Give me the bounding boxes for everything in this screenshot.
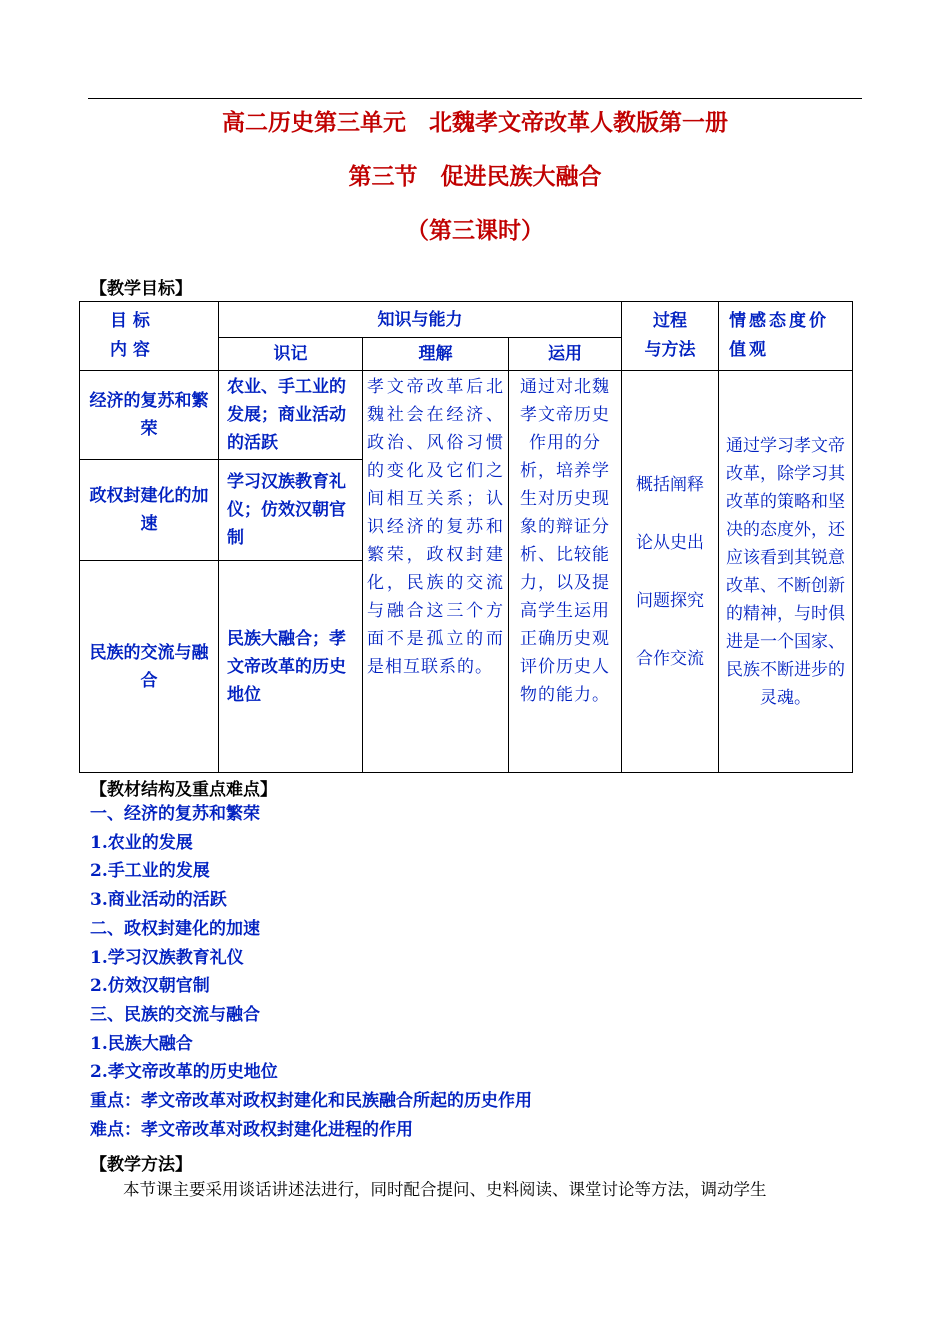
structure-heading: 【教材结构及重点难点】: [90, 780, 277, 800]
row-target-politics: 政权封建化的加速: [80, 460, 219, 561]
header-understand: 理解: [363, 338, 509, 371]
process-item: 问题探究: [636, 590, 705, 611]
list-item: 1.学习汉族教育礼仪: [90, 947, 244, 968]
list-item: 1.民族大融合: [90, 1033, 193, 1054]
header-attitude: 情感态度价值观: [719, 302, 853, 371]
list-item: 2.手工业的发展: [90, 861, 210, 882]
row-identify-politics: 学习汉族教育礼仪；仿效汉朝官制: [219, 460, 363, 561]
row-target-ethnic: 民族的交流与融合: [80, 561, 219, 773]
list-item: 一、经济的复苏和繁荣: [90, 804, 260, 824]
difficult-point: 难点：孝文帝改革对政权封建化进程的作用: [90, 1119, 413, 1140]
apply-cell: 通过对北魏孝文帝历史作用的分析，培养学生对历史现象的辩证分析、比较能力，以及提高学生运用正确历史观评价历史人物的能力。: [509, 371, 622, 773]
understand-cell: 孝文帝改革后北魏社会在经济、政治、风俗习惯的变化及它们之间相互关系；认识经济的复苏和繁荣，政权封建化，民族的交流与融合这三个方面不是孤立的而是相互联系的。: [363, 371, 509, 773]
method-heading: 【教学方法】: [90, 1155, 192, 1175]
header-apply: 运用: [509, 338, 622, 371]
section-title: 第三节 促进民族大融合: [348, 163, 602, 190]
row-target-economy: 经济的复苏和繁荣: [80, 371, 219, 460]
list-item: 1.农业的发展: [90, 832, 193, 853]
document-title: 高二历史第三单元 北魏孝文帝改革人教版第一册: [222, 109, 728, 136]
row-identify-economy: 农业、手工业的发展；商业活动的活跃: [219, 371, 363, 460]
list-item: 2.仿效汉朝官制: [90, 976, 210, 997]
header-process: 过程 与方法: [622, 302, 719, 371]
process-item: 合作交流: [636, 648, 705, 669]
period-label: （第三课时）: [406, 217, 544, 244]
attitude-cell: 通过学习孝文帝改革，除学习其改革的策略和坚决的态度外，还应该看到其锐意改革、不断创新的精神，与时俱进是一个国家、民族不断进步的灵魂。: [719, 371, 853, 773]
list-item: 3.商业活动的活跃: [90, 890, 227, 911]
header-target: 目 标 内 容: [80, 302, 219, 371]
method-paragraph: 本节课主要采用谈话讲述法进行，同时配合提问、史料阅读、课堂讨论等方法，调动学生: [123, 1180, 767, 1199]
list-item: 2.孝文帝改革的历史地位: [90, 1062, 278, 1083]
header-knowledge: 知识与能力: [219, 302, 622, 338]
key-point: 重点：孝文帝改革对政权封建化和民族融合所起的历史作用: [90, 1091, 532, 1112]
top-rule: [88, 98, 862, 99]
header-identify: 识记: [219, 338, 363, 371]
goals-table: [79, 301, 853, 773]
process-item: 概括阐释: [636, 474, 705, 495]
goals-heading: 【教学目标】: [90, 279, 192, 299]
row-identify-ethnic: 民族大融合；孝文帝改革的历史地位: [219, 561, 363, 773]
list-item: 二、政权封建化的加速: [90, 918, 260, 939]
list-item: 三、民族的交流与融合: [90, 1004, 260, 1025]
process-item: 论从史出: [636, 532, 705, 553]
process-cell: [622, 371, 719, 773]
structure-list: [90, 800, 532, 1144]
